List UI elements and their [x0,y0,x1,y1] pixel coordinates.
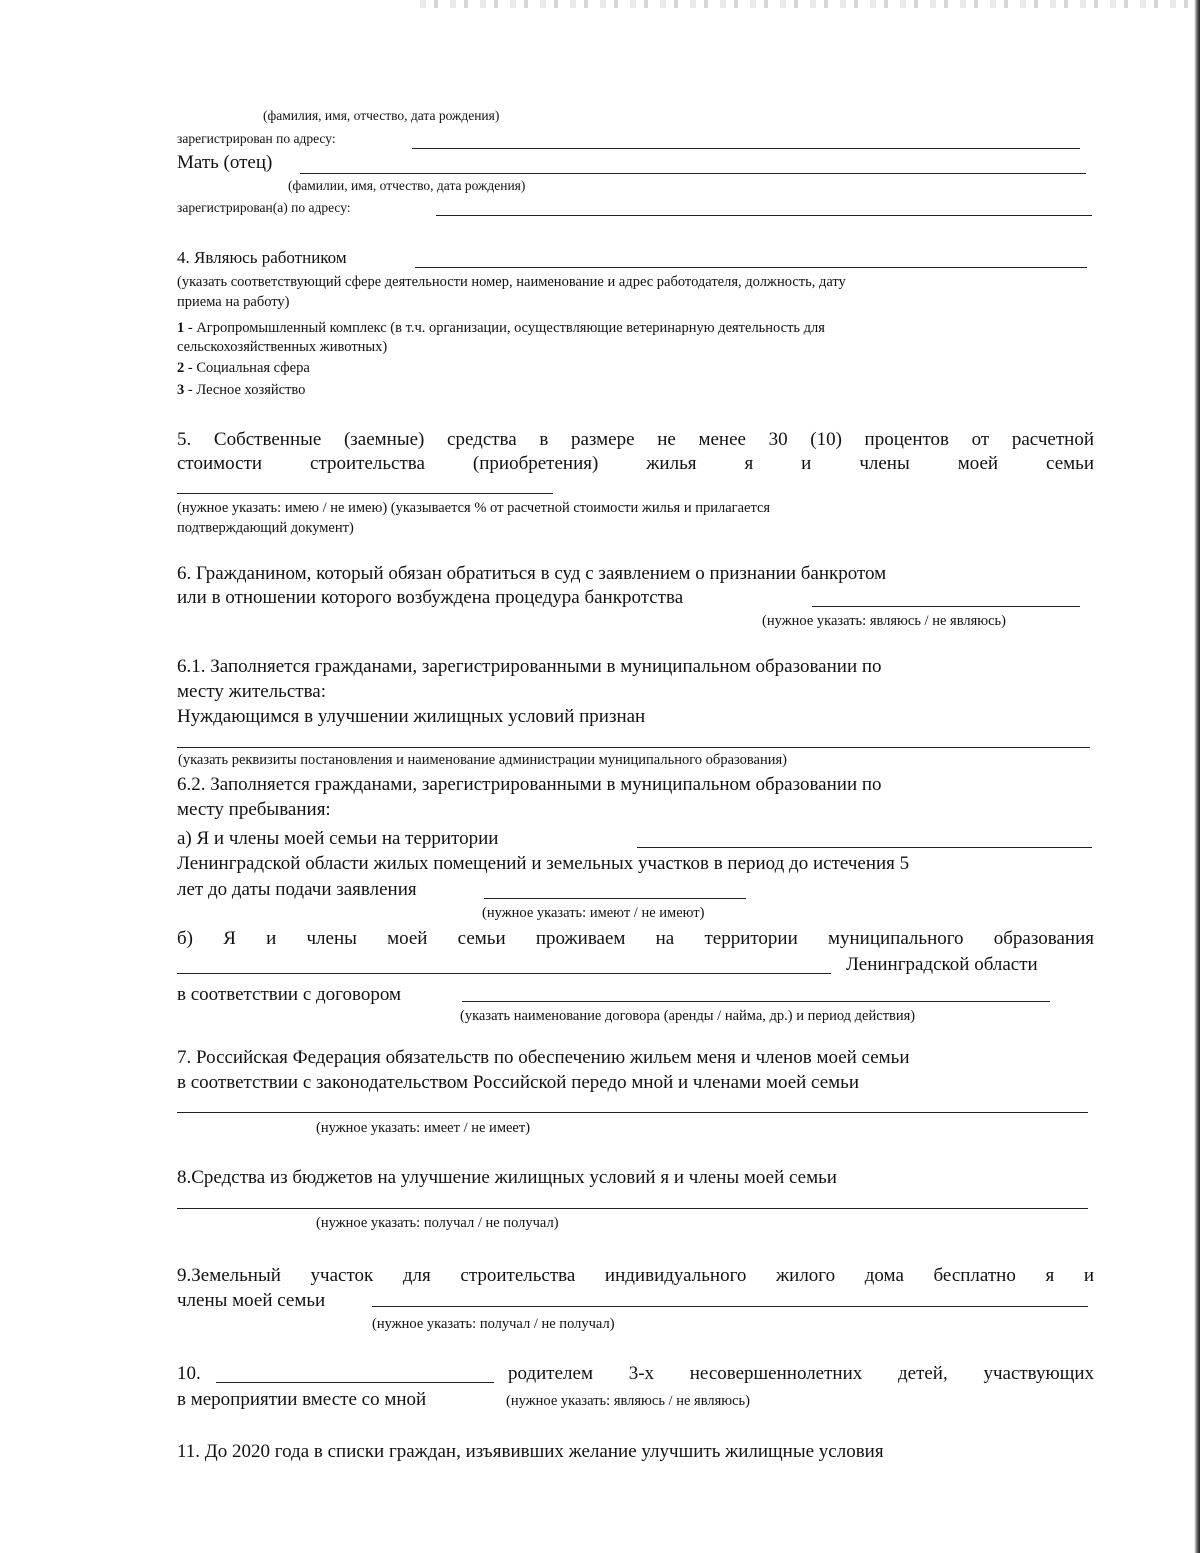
item6-l1: 6. Гражданином, который обязан обратиться в суд с заявлением о признании банкротом [177,563,887,584]
item9-l1: 9.Земельный участок для строительства индивидуального жилого дома бесплатно я и [177,1265,1094,1286]
registered-address-line-1[interactable] [412,148,1080,149]
item5-l1: 5. Собственные (заемные) средства в размере не менее 30 (10) процентов от расчетной [177,429,1094,450]
item9-hint: (нужное указать: получал / не получал) [372,1316,615,1332]
item10-answer-line[interactable] [216,1382,494,1383]
item10-l1: родителем 3-х несовершеннолетних детей, участвующих [508,1363,1094,1384]
item7-answer-line[interactable] [177,1112,1088,1113]
caption-fio-2: (фамилии, имя, отчество, дата рождения) [288,178,526,193]
item10-l2: в мероприятии вместе со мной [177,1389,427,1410]
item4-option-1-cont: сельскохозяйственных животных) [177,339,388,355]
item6-2-a-l1: а) Я и члены моей семьи на территории [177,828,499,849]
scan-edge-top [420,0,1200,8]
item4-option-2: 2 - Социальная сфера [177,360,310,376]
item6-2-b-l2: Ленинградской области [846,954,1038,975]
item8-l1: 8.Средства из бюджетов на улучшение жилищных условий я и члены моей семьи [177,1167,837,1188]
item4-title: 4. Являюсь работником [177,248,347,267]
item4-option-1: 1 - Агропромышленный комплекс (в т.ч. организации, осуществляющие ветеринарную деятельность для [177,320,825,336]
item4-option-3: 3 - Лесное хозяйство [177,382,306,398]
registered-label-1: зарегистрирован по адресу: [177,131,336,146]
item6-1-l3: Нуждающимся в улучшении жилищных условий признан [177,706,646,727]
item4-hint-l2: приема на работу) [177,294,290,310]
item7-l2: в соответствии с законодательством Российской передо мной и членами моей семьи [177,1072,860,1093]
item6-2-b-l1: б) Я и члены моей семьи проживаем на территории муниципального образования [177,928,1094,949]
item6-2-b-contract-line[interactable] [462,1001,1050,1002]
item6-1-answer-line[interactable] [177,747,1090,748]
item5-answer-line[interactable] [177,493,553,494]
item8-hint: (нужное указать: получал / не получал) [316,1215,559,1231]
item5-hint-l2: подтверждающий документ) [177,520,354,536]
item6-2-l2: месту пребывания: [177,799,331,820]
registered-label-2: зарегистрирован(а) по адресу: [177,200,351,215]
item6-l2: или в отношении которого возбуждена процедура банкротства [177,587,684,608]
item6-2-l1: 6.2. Заполняется гражданами, зарегистрированными в муниципальном образовании по [177,774,882,795]
item6-hint: (нужное указать: являюсь / не являюсь) [762,613,1006,629]
item4-employer-line[interactable] [415,267,1087,268]
caption-fio-1: (фамилия, имя, отчество, дата рождения) [263,108,500,123]
item9-l2: члены моей семьи [177,1290,326,1311]
item5-l2: стоимости строительства (приобретения) жилья я и члены моей семьи [177,453,1094,474]
item10-number: 10. [177,1363,201,1384]
item11-l1: 11. До 2020 года в списки граждан, изъявивших желание улучшить жилищные условия [177,1441,884,1462]
item6-2-a-hint: (нужное указать: имеют / не имеют) [482,905,705,921]
item6-2-a-answer-line-2[interactable] [484,898,746,899]
item7-hint: (нужное указать: имеет / не имеет) [316,1120,531,1136]
item6-2-b-municipality-line[interactable] [177,973,831,974]
mother-father-line[interactable] [300,173,1086,174]
item7-l1: 7. Российская Федерация обязательств по обеспечению жильем меня и членов моей семьи [177,1047,910,1068]
item6-2-b-l3: в соответствии с договором [177,984,402,1005]
item6-1-l1: 6.1. Заполняется гражданами, зарегистрированными в муниципальном образовании по [177,656,882,677]
item6-2-b-hint: (указать наименование договора (аренды / найма, др.) и период действия) [460,1008,916,1024]
item10-hint: (нужное указать: являюсь / не являюсь) [506,1393,750,1409]
item6-1-hint: (указать реквизиты постановления и наименование администрации муниципального образования) [178,752,787,768]
scan-edge-right [1194,0,1200,1553]
item6-2-a-l3: лет до даты подачи заявления [177,879,417,900]
item8-answer-line[interactable] [177,1208,1088,1209]
mother-father-label: Мать (отец) [177,152,273,173]
item6-2-a-answer-line[interactable] [637,847,1092,848]
item6-1-l2: месту жительства: [177,681,327,702]
item6-2-a-l2: Ленинградской области жилых помещений и земельных участков в период до истечения 5 [177,853,910,874]
item5-hint-l1: (нужное указать: имею / не имею) (указывается % от расчетной стоимости жилья и прилагается [177,500,771,516]
item4-hint-l1: (указать соответствующий сфере деятельности номер, наименование и адрес работодателя, должность, дату [177,274,846,290]
item9-answer-line[interactable] [372,1306,1088,1307]
registered-address-line-2[interactable] [436,215,1092,216]
item6-answer-line[interactable] [812,606,1080,607]
